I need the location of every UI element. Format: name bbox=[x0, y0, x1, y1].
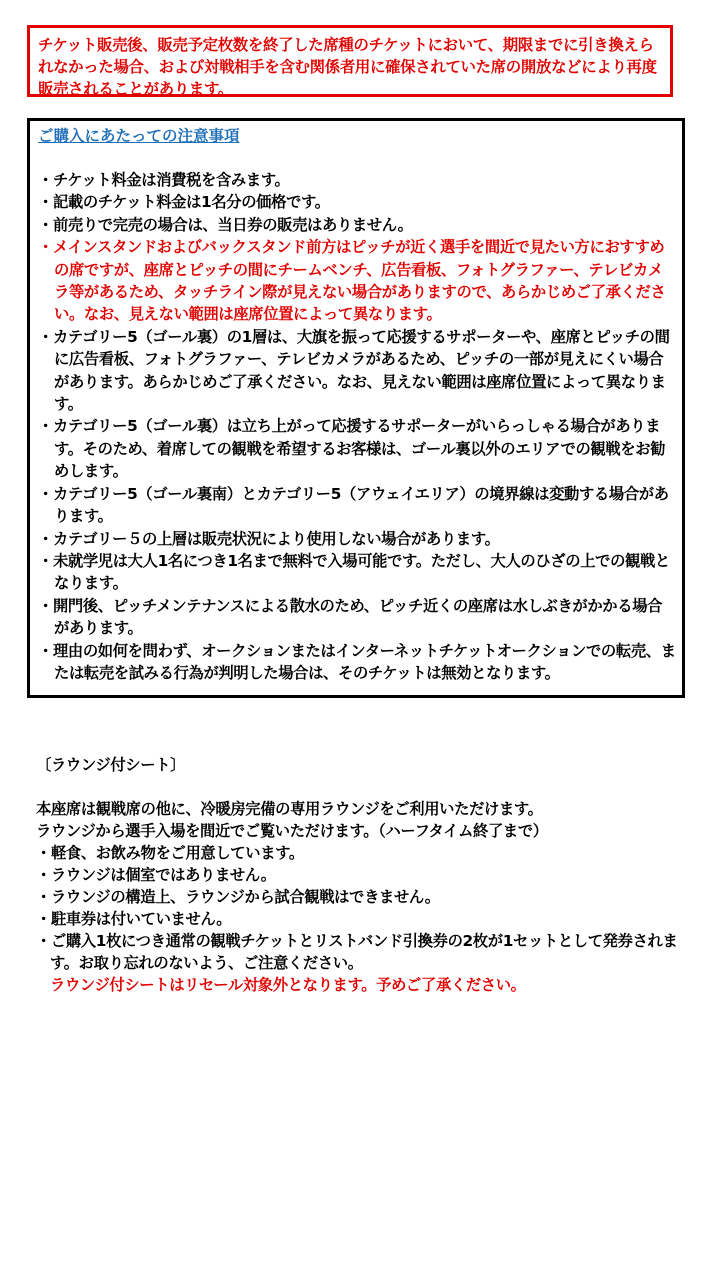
note-item: ・チケット料金は消費税を含みます。 bbox=[38, 171, 290, 189]
note-item: ・カテゴリー5（ゴール裏）は立ち上がって応援するサポーターがいらっしゃる場合があります。そのため、着席しての観戦を希望するお客様は、ゴール裏以外のエリアでの観戦をお勧めします。 bbox=[38, 417, 666, 481]
note-item: ・カテゴリー５の上層は販売状況により使用しない場合があります。 bbox=[38, 529, 500, 548]
lounge-title: 〔ラウンジ付シート〕 bbox=[36, 756, 186, 774]
lounge-item: ・駐車券は付いていません。 bbox=[36, 910, 232, 928]
resale-notice-text: チケット販売後、販売予定枚数を終了した席種のチケットにおいて、期限までに引き換えられなかった場合、および対戦相手を含む関係者用に確保されていた席の開放などにより再度販売されることがあります。 bbox=[38, 36, 657, 98]
lounge-item: ・ご購入1枚につき通常の観戦チケットとリストバンド引換券の2枚が1セットとして発券されます。お取り忘れのないよう、ご注意ください。 bbox=[36, 932, 678, 972]
note-item-warning: ・メインスタンドおよびバックスタンド前方はピッチが近く選手を間近で見たい方におすすめの席ですが、座席とピッチの間にチームベンチ、広告看板、フォトグラファー、テレビカメラ等があるため、タッチライン際が見えない場合がありますので、あらかじめご了承ください。なお、見えない範囲は座席位置によって異なります。 bbox=[38, 238, 666, 324]
purchase-notes-box bbox=[27, 118, 685, 698]
lounge-section bbox=[36, 754, 696, 996]
lounge-resale-note: ラウンジ付シートはリセール対象外となります。予めご了承ください。 bbox=[50, 976, 526, 994]
purchase-notes-list bbox=[38, 169, 676, 684]
note-item: ・カテゴリー5（ゴール裏南）とカテゴリー5（アウェイエリア）の境界線は変動する場合があります。 bbox=[38, 484, 669, 526]
note-item: ・記載のチケット料金は1名分の価格です。 bbox=[38, 193, 330, 212]
lounge-item: ・ラウンジの構造上、ラウンジから試合観戦はできません。 bbox=[36, 888, 440, 906]
lounge-item: ・軽食、お飲み物をご用意しています。 bbox=[36, 844, 304, 862]
lounge-intro-line: ラウンジから選手入場を間近でご覧いただけます。（ハーフタイム終了まで） bbox=[36, 822, 548, 840]
note-item: ・理由の如何を問わず、オークションまたはインターネットチケットオークションでの転売、または転売を試みる行為が判明した場合は、そのチケットは無効となります。 bbox=[38, 641, 676, 682]
note-item: ・前売りで完売の場合は、当日券の販売はありません。 bbox=[38, 215, 413, 234]
note-item: ・カテゴリー5（ゴール裏）の1層は、大旗を振って応援するサポーターや、座席とピッチの間に広告看板、フォトグラファー、テレビカメラがあるため、ピッチの一部が見えにくい場合があります。あらかじめご了承ください。なお、見えない範囲は座席位置によって異なります。 bbox=[38, 327, 670, 414]
note-item: ・開門後、ピッチメンテナンスによる散水のため、ピッチ近くの座席は水しぶきがかかる場合があります。 bbox=[38, 596, 663, 638]
purchase-notes-heading: ご購入にあたっての注意事項 bbox=[38, 127, 240, 145]
lounge-intro-line: 本座席は観戦席の他に、冷暖房完備の専用ラウンジをご利用いただけます。 bbox=[36, 800, 543, 818]
lounge-item: ・ラウンジは個室ではありません。 bbox=[36, 866, 276, 884]
note-item: ・未就学児は大人1名につき1名まで無料で入場可能です。ただし、大人のひざの上での観戦となります。 bbox=[38, 551, 670, 593]
resale-notice-box bbox=[27, 25, 673, 97]
